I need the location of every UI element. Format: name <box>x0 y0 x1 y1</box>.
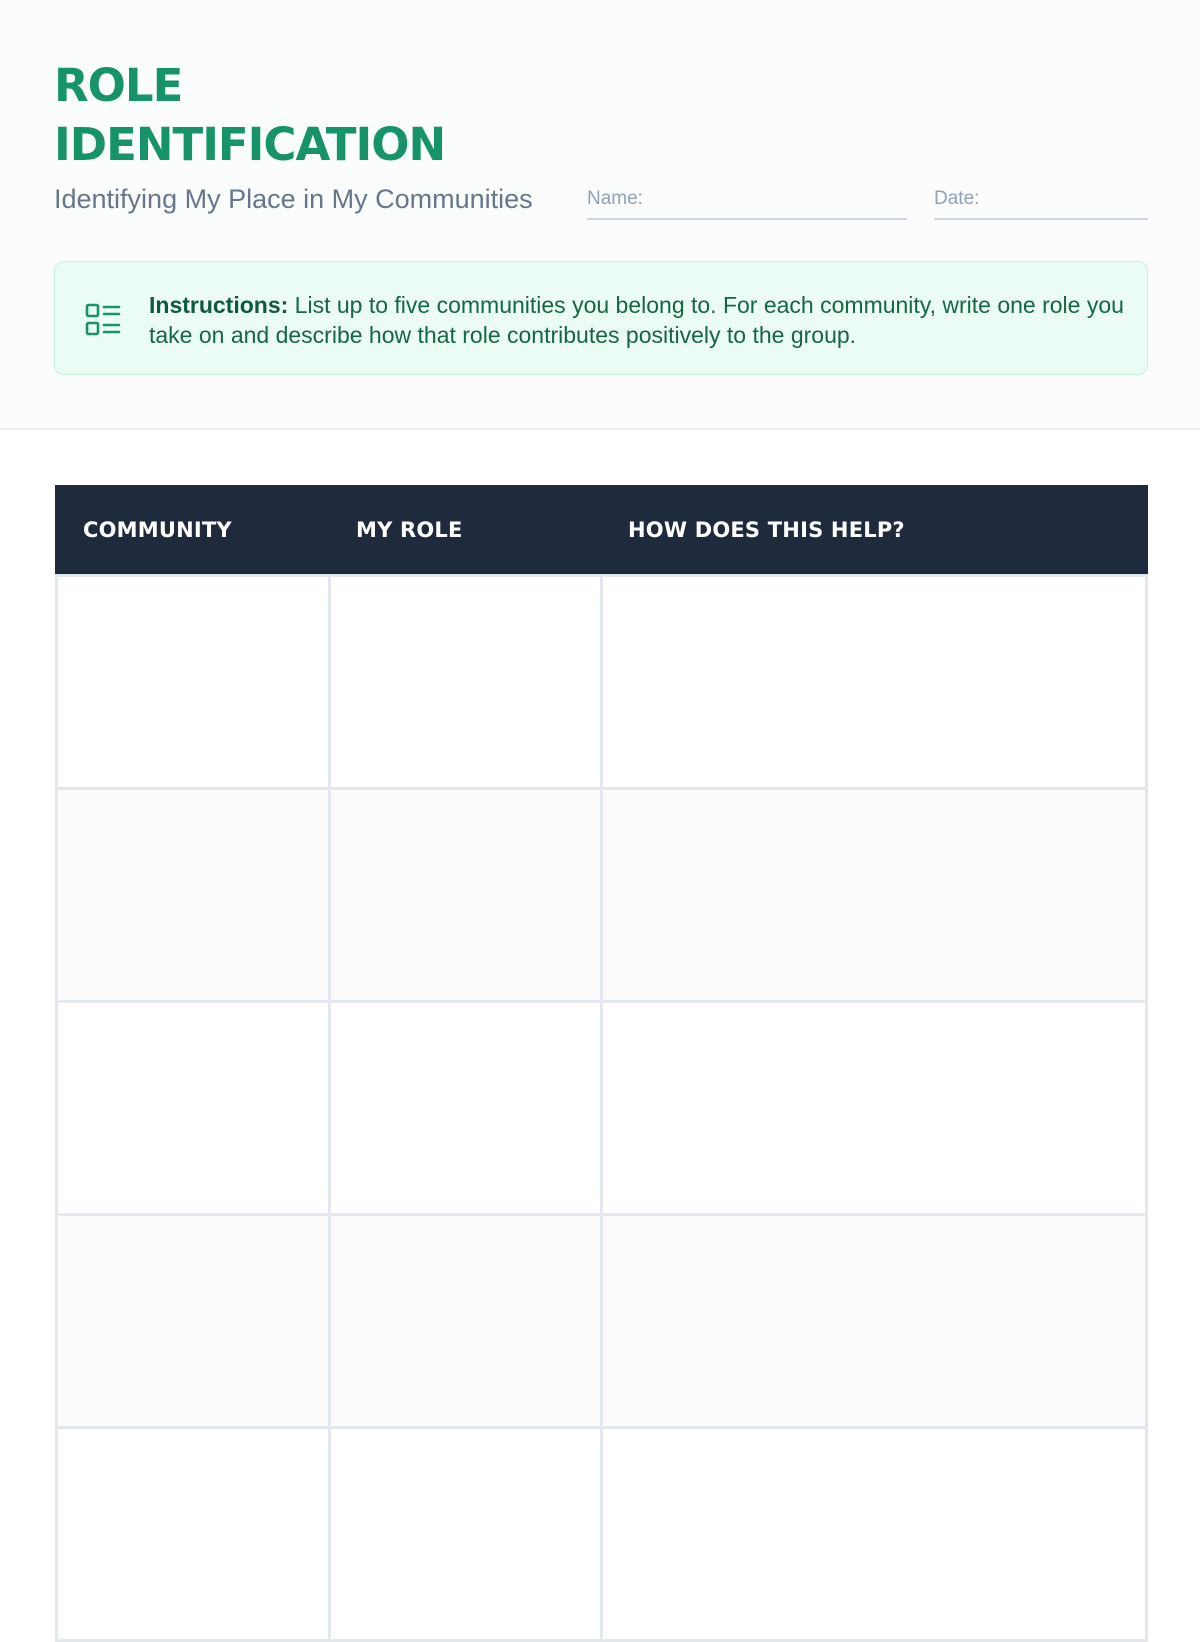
table-body <box>55 574 1148 1642</box>
my-role-cell[interactable] <box>328 1429 600 1642</box>
community-cell[interactable] <box>55 577 328 790</box>
how-does-this-help-cell[interactable] <box>600 1429 1148 1642</box>
table-row <box>55 577 1148 790</box>
how-does-this-help-cell[interactable] <box>600 577 1148 790</box>
table-header <box>55 485 1148 574</box>
how-does-this-help-cell[interactable] <box>600 1216 1148 1429</box>
my-role-cell[interactable] <box>328 577 600 790</box>
table-row <box>55 790 1148 1003</box>
how-does-this-help-cell[interactable] <box>600 1003 1148 1216</box>
community-cell[interactable] <box>55 1003 328 1216</box>
how-does-this-help-cell[interactable] <box>600 790 1148 1003</box>
table-row <box>55 1216 1148 1429</box>
instructions-body: List up to five communities you belong to. For each community, write one role you take on and describe how that role contributes positively to the group. <box>149 292 1124 348</box>
page-subtitle: Identifying My Place in My Communities <box>54 184 533 214</box>
column-header-how-does-this-help: HOW DOES THIS HELP? <box>628 517 905 542</box>
my-role-cell[interactable] <box>328 790 600 1003</box>
name-label: Name: <box>587 188 643 209</box>
instructions-box <box>54 261 1148 375</box>
instructions-label: Instructions: <box>149 292 289 318</box>
date-label: Date: <box>934 188 980 209</box>
role-table <box>55 485 1148 1642</box>
column-header-community: COMMUNITY <box>83 517 232 542</box>
instructions-text <box>149 290 1129 350</box>
table-row <box>55 1003 1148 1216</box>
my-role-cell[interactable] <box>328 1216 600 1429</box>
list-icon <box>85 302 121 338</box>
community-cell[interactable] <box>55 1216 328 1429</box>
table-row <box>55 1429 1148 1642</box>
community-cell[interactable] <box>55 1429 328 1642</box>
name-field[interactable] <box>587 186 907 220</box>
worksheet-header <box>0 0 1200 430</box>
column-header-my-role: MY ROLE <box>356 517 463 542</box>
community-cell[interactable] <box>55 790 328 1003</box>
my-role-cell[interactable] <box>328 1003 600 1216</box>
page-title: ROLE IDENTIFICATION <box>54 59 446 171</box>
date-field[interactable] <box>934 186 1148 220</box>
